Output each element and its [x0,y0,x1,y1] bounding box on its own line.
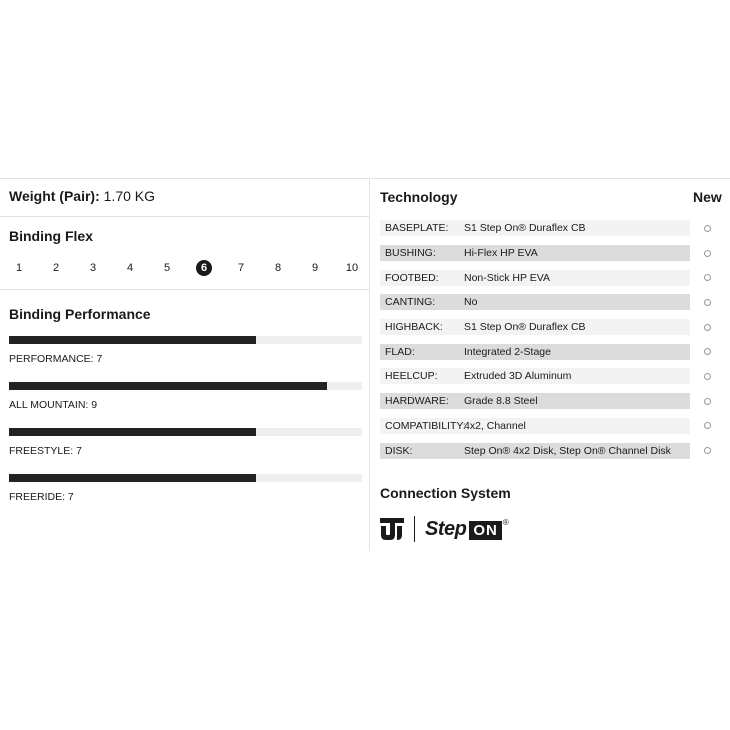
technology-key: BASEPLATE: [385,222,449,235]
performance-label: FREESTYLE: 7 [9,445,82,457]
performance-bar-track [9,336,362,344]
step-on-logo-box: ON [469,521,502,540]
new-radio-button[interactable] [704,225,711,232]
technology-row [380,339,720,364]
technology-key: DISK: [385,444,413,457]
technology-row [380,438,720,463]
flex-value: 2 [52,262,60,274]
technology-cell [380,220,690,236]
performance-label: FREERIDE: 7 [9,491,74,503]
technology-cell [380,294,690,310]
flex-value: 1 [15,262,23,274]
technology-row [380,241,720,266]
new-radio-button[interactable] [704,447,711,454]
technology-row [380,315,720,340]
flex-value: 10 [345,262,359,274]
new-radio-button[interactable] [704,398,711,405]
performance-bar-track [9,428,362,436]
performance-bar-fill [9,474,256,482]
logo-separator [414,516,415,542]
technology-key: HEELCUP: [385,370,438,383]
performance-label: ALL MOUNTAIN: 9 [9,399,98,411]
specs-left-panel [0,178,370,551]
technology-key: BUSHING: [385,247,436,260]
new-radio-button[interactable] [704,422,711,429]
weight-value: 1.70 KG [103,188,156,204]
performance-item [9,336,360,365]
technology-cell [380,245,690,261]
technology-value: Integrated 2-Stage [464,345,551,358]
flex-scale [9,260,362,276]
new-radio-button[interactable] [704,324,711,331]
technology-row [380,290,720,315]
flex-value: 7 [237,262,245,274]
technology-row [380,216,720,241]
technology-cell [380,270,690,286]
technology-row [380,265,720,290]
technology-value: S1 Step On® Duraflex CB [464,222,586,235]
technology-value: Extruded 3D Aluminum [464,370,572,383]
step-on-logo [425,518,509,541]
binding-flex-title: Binding Flex [9,228,93,244]
technology-key: HIGHBACK: [385,321,443,334]
technology-value: No [464,296,478,309]
technology-cell [380,344,690,360]
new-radio-button[interactable] [704,299,711,306]
connection-logos [380,516,509,542]
technology-table [380,216,720,463]
new-radio-button[interactable] [704,274,711,281]
step-on-logo-reg: ® [502,517,509,527]
flex-value: 8 [274,262,282,274]
performance-item [9,474,360,503]
performance-bar-fill [9,428,256,436]
performance-list [9,336,360,503]
technology-value: S1 Step On® Duraflex CB [464,321,586,334]
performance-item [9,382,360,411]
technology-cell [380,368,690,384]
technology-row [380,389,720,414]
technology-key: FLAD: [385,345,415,358]
performance-bar-track [9,474,362,482]
binding-performance-section [0,290,369,503]
new-radio-button[interactable] [704,373,711,380]
technology-key: COMPATIBILITY: [385,419,466,432]
weight-label: Weight (Pair): [9,188,100,204]
step-on-logo-word: Step [425,517,467,540]
new-column-header: New [693,189,722,205]
technology-title: Technology [380,189,458,205]
flex-value: 5 [163,262,171,274]
technology-cell [380,418,690,434]
technology-key: HARDWARE: [385,395,449,408]
technology-value: 4x2, Channel [464,419,526,432]
performance-bar-fill [9,382,327,390]
technology-value: Non-Stick HP EVA [464,271,550,284]
technology-row [380,414,720,439]
technology-cell [380,393,690,409]
technology-value: Step On® 4x2 Disk, Step On® Channel Disk [464,444,671,457]
technology-cell [380,443,690,459]
performance-item [9,428,360,457]
performance-bar-track [9,382,362,390]
technology-row [380,364,720,389]
technology-cell [380,319,690,335]
new-radio-button[interactable] [704,348,711,355]
performance-label: PERFORMANCE: 7 [9,353,103,365]
technology-value: Hi-Flex HP EVA [464,247,538,260]
burton-logo-icon [380,518,404,540]
new-radio-button[interactable] [704,250,711,257]
binding-performance-title: Binding Performance [9,306,151,322]
binding-flex-section [0,217,369,290]
technology-value: Grade 8.8 Steel [464,395,538,408]
flex-value: 4 [126,262,134,274]
technology-key: FOOTBED: [385,271,439,284]
specs-right-panel [371,178,730,551]
technology-key: CANTING: [385,296,436,309]
performance-bar-fill [9,336,256,344]
connection-system-title: Connection System [380,485,511,501]
flex-value-selected: 6 [196,260,212,276]
flex-value: 3 [89,262,97,274]
weight-row [0,179,369,217]
flex-value: 9 [311,262,319,274]
